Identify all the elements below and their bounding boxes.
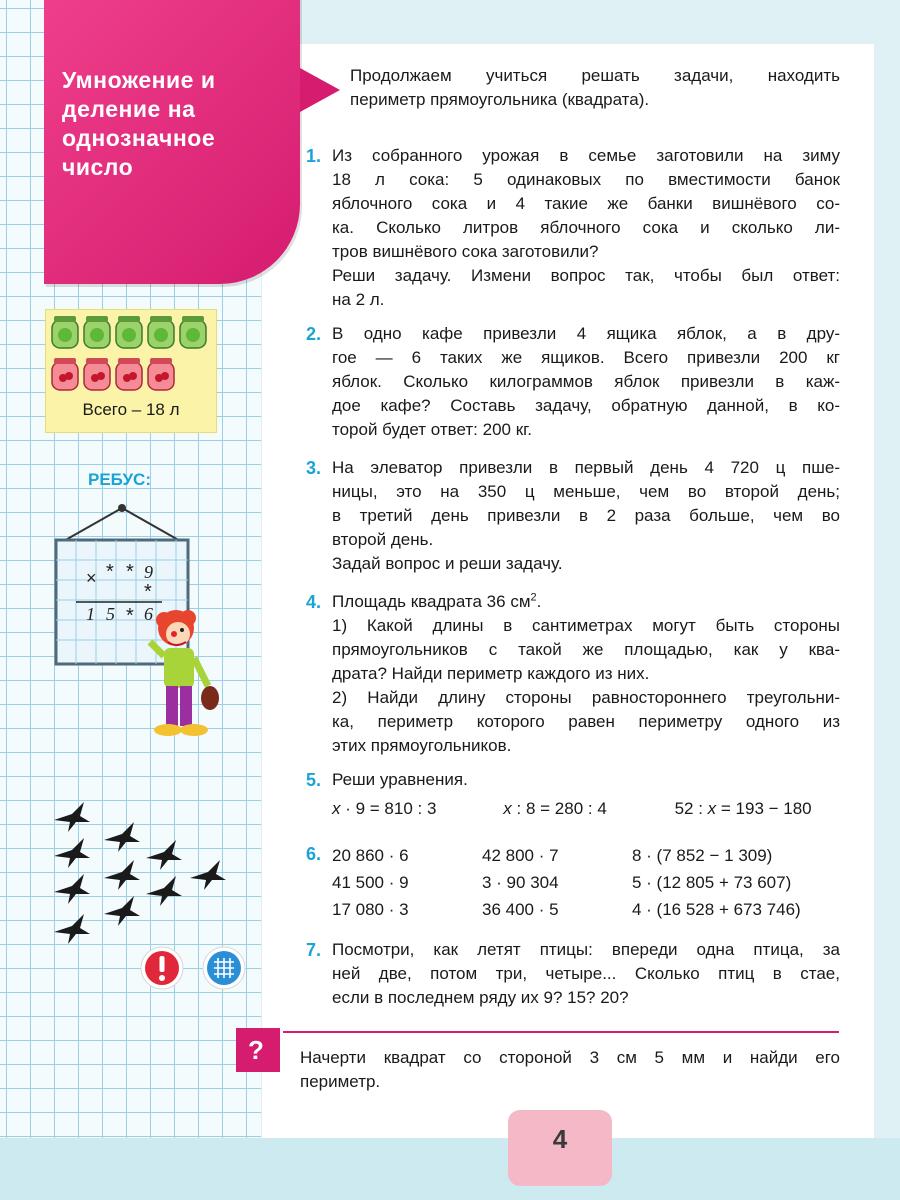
task-4: 4. Площадь квадрата 36 $см^2$. 1) Какой длины в сантиметрах могут быть стороны прямоугольников с такой же площадью, как у ква- драта? Найди периметр каждого из них. 2) Найди длину стороны равностороннего треугольни- ка, периметр которого равен периметру одного из этих прямоугольников. [306, 591, 840, 755]
equations-row [332, 796, 840, 822]
section-divider [283, 1031, 839, 1033]
task-2: 2. В одно кафе привезли 4 ящика яблок, а в дру- гое — 6 таких же ящиков. Всего привезли 200 кг яблок. Сколько килограммов яблок привезли в каж- дое кафе? Составь задачу, обратную данной, в ко- торой будет ответ: 200 кг. [306, 324, 840, 439]
svg-text:6: 6 [144, 604, 153, 624]
svg-text:1: 1 [86, 604, 95, 624]
task-7: 7. Посмотри, как летят птицы: впереди одна птица, за ней две, потом три, четыре... Сколько птиц в стае, если в последнем ряду их 9? 15? 20? [306, 940, 840, 1007]
important-exclamation-icon [140, 946, 184, 990]
equation: x · 9 = 810 : 3 [332, 799, 437, 818]
svg-text:×: × [86, 568, 97, 588]
task-3: 3. На элеватор привезли в первый день 4 720 ц пше- ницы, это на 350 ц меньше, чем во второй день; в третий день привезли в 2 раза больше, чем во второй день. Задай вопрос и реши задачу. [306, 458, 840, 573]
flock-of-birds-icon [50, 800, 230, 960]
extra-question: Начерти квадрат со стороной 3 см 5 мм и найди его периметр. [300, 1048, 840, 1091]
task-number: 4. [306, 592, 322, 612]
expression: 8 · (7 852 − 1 309) [632, 846, 773, 865]
task-number: 3. [306, 458, 322, 478]
svg-text:?: ? [248, 1035, 264, 1065]
clown-character-icon [146, 606, 226, 744]
task-number: 6. [306, 844, 322, 864]
svg-text:*: * [126, 561, 134, 583]
page-number: 4 [552, 1124, 568, 1154]
svg-text:5: 5 [106, 604, 115, 624]
svg-text:*: * [126, 605, 134, 627]
expression: 17 080 · 3 [332, 900, 409, 919]
task-number: 1. [306, 146, 322, 166]
expression: 5 · (12 805 + 73 607) [632, 873, 792, 892]
intro-text: Продолжаем учиться решать задачи, находить периметр прямоугольника (квадрата). [350, 66, 840, 109]
equation: x : 8 = 280 : 4 [503, 799, 607, 818]
expression: 3 · 90 304 [482, 873, 559, 892]
expression: 41 500 · 9 [332, 873, 409, 892]
bottom-band [0, 1138, 262, 1200]
task-number: 2. [306, 324, 322, 344]
equation: 52 : x = 193 − 180 [674, 799, 812, 818]
question-badge-icon [236, 1028, 280, 1072]
rebus-label: РЕБУС: [88, 470, 151, 489]
expression: 36 400 · 5 [482, 900, 559, 919]
svg-text:*: * [106, 561, 114, 583]
intro-arrow-icon [300, 68, 340, 112]
grid-task-icon [202, 946, 246, 990]
calculation-grid [332, 842, 840, 923]
svg-text:9: 9 [144, 562, 153, 582]
task-5: 5. Реши уравнения. x · 9 = 810 : 3 x : 8 = 280 : 4 52 : x = 193 − 180 [306, 768, 840, 822]
expression: 4 · (16 528 + 673 746) [632, 900, 801, 919]
expression: 20 860 · 6 [332, 846, 409, 865]
chapter-title: Умножение и деление на однозначное число [62, 67, 216, 180]
expression: 42 800 · 7 [482, 846, 559, 865]
juice-jars-icon [46, 310, 216, 400]
task-number: 5. [306, 770, 322, 790]
task-number: 7. [306, 940, 322, 960]
task-1: 1. Из собранного урожая в семье заготовили на зиму 18 л сока: 5 одинаковых по вместимости банок яблочного сока и 4 такие же банки вишнёвого со- ка. Сколько литров яблочного сока и сколько ли- тров вишнёвого сока заготовили? Реши задачу. Измени вопрос так, чтобы был ответ: на 2 л. [306, 146, 840, 309]
svg-text:*: * [144, 581, 152, 603]
jars-caption: Всего – 18 л [82, 400, 180, 419]
task-6 [306, 842, 840, 923]
